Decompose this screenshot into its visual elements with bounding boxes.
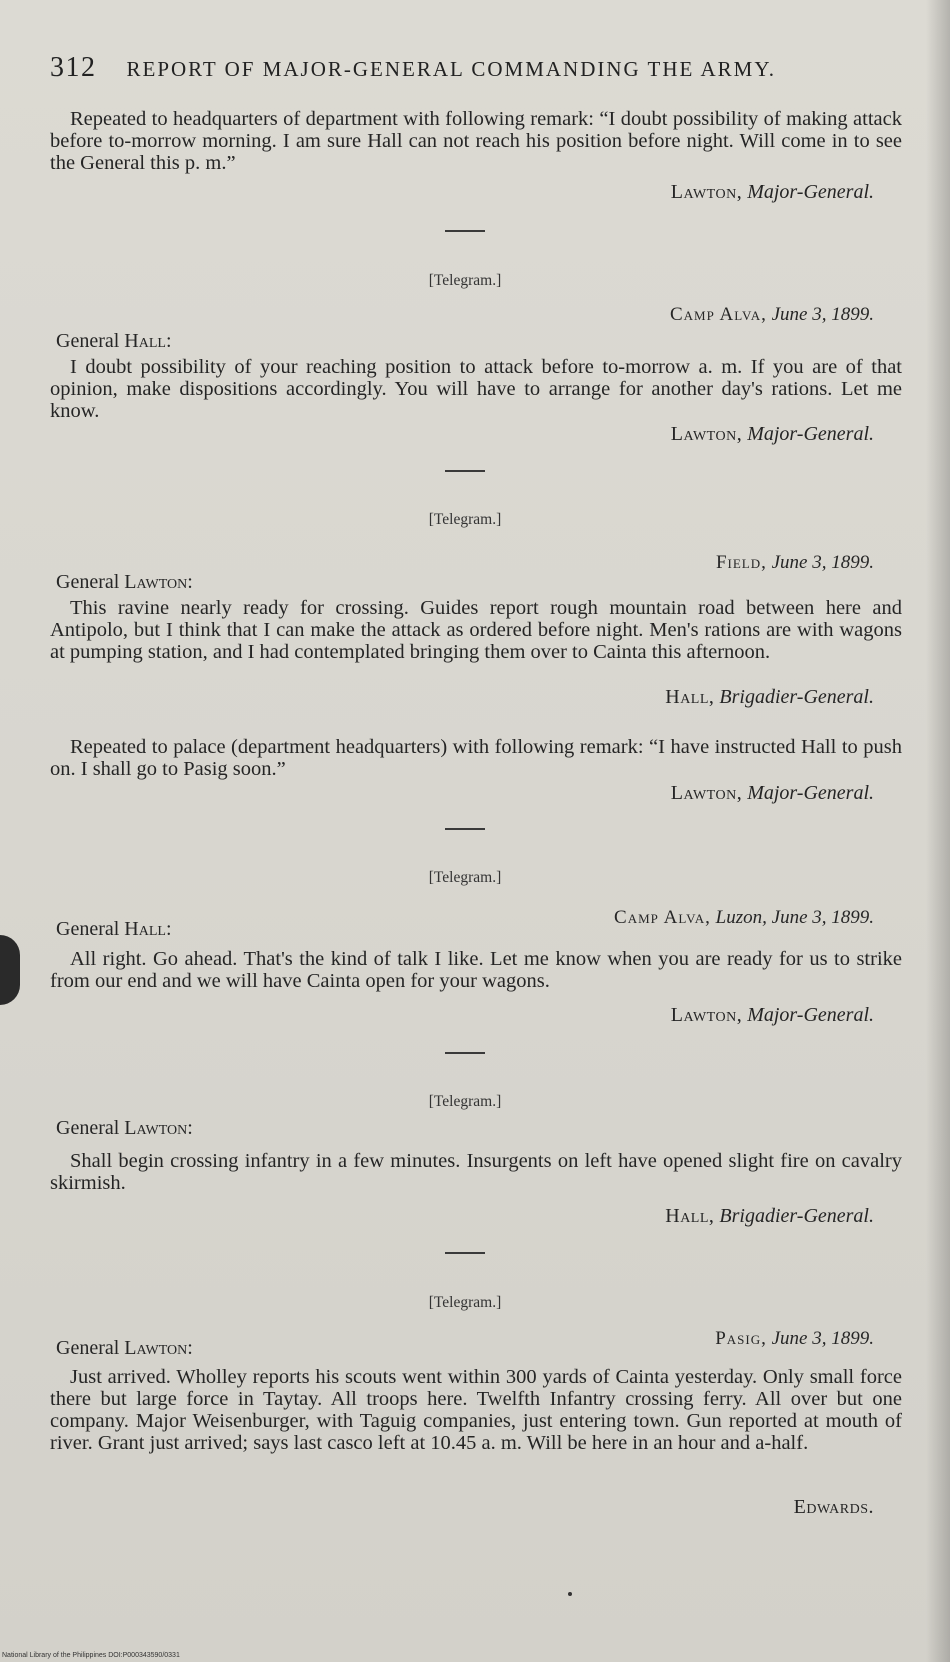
dateline-date: Luzon, June 3, 1899. [715, 907, 874, 928]
signature-rank: Brigadier-General. [719, 1205, 874, 1227]
intro-paragraph [50, 108, 902, 174]
signature-name: Lawton, [670, 1004, 743, 1026]
signature-name: Edwards. [793, 1496, 874, 1518]
telegram-body [50, 1366, 902, 1454]
telegram-text: All right. Go ahead. That's the kind of talk I like. Let me know when you are ready for us to strike from our end and we will have Cainta open for your wagons. [50, 948, 902, 992]
addressee-prefix: General [56, 918, 120, 940]
telegram-text: Just arrived. Wholley reports his scouts went within 300 yards of Cainta yesterday. Only small force there but large force in Taytay. All troops here. Twelfth Infantry crossing ferry. All over but one company. Major Weisenburger, with Taguig companies, just entering town. Gun reported at mouth of river. Grant just arrived; says last casco left at 10.45 a. m. Will be here in an hour and a-half. [50, 1366, 902, 1454]
telegram-body [50, 1150, 902, 1194]
telegram-body [50, 597, 902, 663]
telegram-text: This ravine nearly ready for crossing. Guides report rough mountain road between here and Antipolo, but I think that I can make the attack as ordered before night. Men's rations are with wagons at pumping station, and I had contemplated bringing them over to Cainta this afternoon. [50, 597, 902, 663]
archive-footer: National Library of the Philippines DOI:P000343590/0331 [2, 1652, 180, 1659]
telegram-dateline [614, 907, 874, 929]
telegram-signature [665, 1205, 874, 1228]
telegram-tag: [Telegram.] [428, 869, 502, 886]
telegram-tag: [Telegram.] [428, 1294, 502, 1311]
telegram-tag: [Telegram.] [428, 272, 502, 289]
signature-rank: Brigadier-General. [719, 686, 874, 708]
dateline-date: June 3, 1899. [771, 1328, 874, 1349]
dateline-place: Field, [715, 552, 767, 573]
repeat-text: Repeated to palace (department headquarters) with following remark: “I have instructed Hall to push on. I shall go to Pasig soon.” [50, 736, 902, 780]
telegram-signature [794, 1496, 874, 1519]
telegram-addressee [56, 1117, 193, 1140]
page-number: 312 [50, 52, 97, 83]
running-title: REPORT OF MAJOR-GENERAL COMMANDING THE ARMY. [126, 57, 777, 81]
telegram-body [50, 948, 902, 992]
telegram-dateline [670, 304, 874, 326]
addressee-name: Lawton: [124, 1117, 193, 1139]
page-edge-shadow [926, 0, 950, 1662]
ink-speck [568, 1592, 572, 1596]
signature-rank: Major-General. [747, 423, 874, 445]
telegram-addressee [56, 571, 193, 594]
signature-name: Hall, [665, 686, 715, 708]
telegram-signature [671, 1004, 874, 1027]
addressee-name: Lawton: [124, 571, 193, 593]
telegram-signature [671, 423, 874, 446]
section-rule [445, 230, 485, 232]
telegram-body [50, 356, 902, 422]
addressee-prefix: General [56, 571, 120, 593]
section-rule [445, 1052, 485, 1054]
telegram-addressee [56, 330, 172, 353]
intro-signature [671, 181, 874, 204]
section-rule [445, 1252, 485, 1254]
scan-thumb-mark [0, 935, 20, 1005]
dateline-date: June 3, 1899. [771, 552, 874, 573]
telegram-dateline [715, 1328, 874, 1350]
addressee-name: Hall: [124, 918, 172, 940]
section-rule [445, 470, 485, 472]
telegram-tag: [Telegram.] [428, 511, 502, 528]
signature-name: Lawton, [670, 782, 743, 804]
telegram-addressee [56, 1337, 193, 1360]
addressee-name: Hall: [124, 330, 172, 352]
dateline-place: Pasig, [715, 1328, 767, 1349]
telegram-text: Shall begin crossing infantry in a few minutes. Insurgents on left have opened slight fire on cavalry skirmish. [50, 1150, 902, 1194]
dateline-date: June 3, 1899. [771, 304, 874, 325]
telegram-dateline [716, 552, 874, 574]
signature-name: Hall, [665, 1205, 715, 1227]
signature-name: Lawton, [670, 423, 743, 445]
signature-rank: Major-General. [747, 782, 874, 804]
telegram-addressee [56, 918, 172, 941]
dateline-place: Camp Alva, [614, 907, 711, 928]
telegram-signature [665, 686, 874, 709]
addressee-prefix: General [56, 1117, 120, 1139]
section-rule [445, 828, 485, 830]
signature-rank: Major-General. [747, 181, 874, 203]
addressee-prefix: General [56, 1337, 120, 1359]
dateline-place: Camp Alva, [670, 304, 767, 325]
telegram-tag: [Telegram.] [428, 1093, 502, 1110]
signature-rank: Major-General. [747, 1004, 874, 1026]
repeat-signature [671, 782, 874, 805]
telegram-text: I doubt possibility of your reaching position to attack before to-morrow a. m. If you are of that opinion, make dispositions accordingly. You will have to arrange for another day's rations. Let me know. [50, 356, 902, 422]
repeat-paragraph [50, 736, 902, 780]
addressee-prefix: General [56, 330, 120, 352]
addressee-name: Lawton: [124, 1337, 193, 1359]
intro-text: Repeated to headquarters of department with following remark: “I doubt possibility of making attack before to-morrow morning. I am sure Hall can not reach his position before night. Will come in to see the General this p. m.” [50, 108, 902, 174]
page-header [50, 52, 900, 92]
signature-name: Lawton, [670, 181, 743, 203]
